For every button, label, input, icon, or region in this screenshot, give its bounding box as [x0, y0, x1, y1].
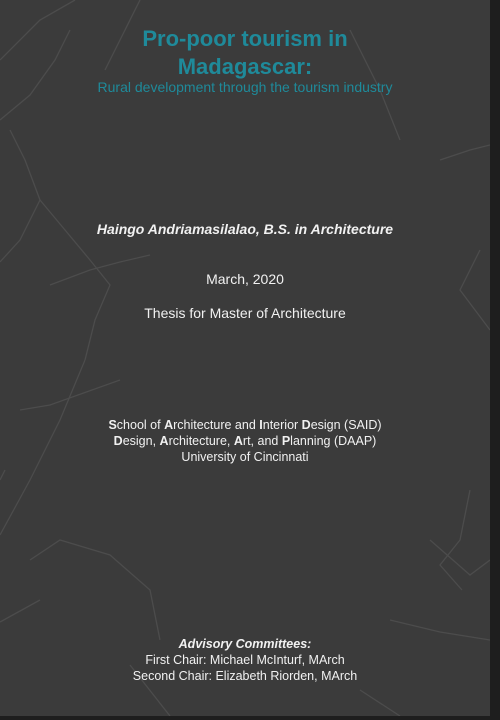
map-line — [430, 540, 490, 575]
map-line — [440, 490, 470, 590]
submission-date: March, 2020 — [206, 271, 284, 287]
map-line — [0, 470, 5, 480]
second-chair: Second Chair: Elizabeth Riorden, MArch — [132, 669, 358, 683]
thesis-subtitle: Rural development through the tourism industry — [97, 79, 393, 95]
author-name: Haingo Andriamasilalao, B.S. in Architecture — [96, 221, 394, 237]
advisory-committee — [0, 636, 490, 684]
map-line — [0, 130, 40, 262]
map-line — [30, 540, 160, 640]
committee-heading: Advisory Committees: — [178, 637, 312, 651]
map-line — [360, 690, 400, 716]
degree-statement: Thesis for Master of Architecture — [144, 305, 346, 321]
map-line — [440, 145, 490, 160]
institution-block — [0, 417, 490, 465]
map-line — [0, 600, 40, 622]
college-name: Design, Architecture, Art, and Planning (DAAP) — [113, 434, 377, 448]
thesis-title-line-2: Madagascar: — [177, 54, 313, 79]
thesis-title — [0, 25, 490, 81]
thesis-title-line-1: Pro-poor tourism in — [142, 26, 348, 51]
first-chair: First Chair: Michael McInturf, MArch — [145, 653, 345, 667]
school-name: School of Architecture and Interior Design (SAID) — [108, 418, 382, 432]
university-name: University of Cincinnati — [181, 450, 309, 464]
